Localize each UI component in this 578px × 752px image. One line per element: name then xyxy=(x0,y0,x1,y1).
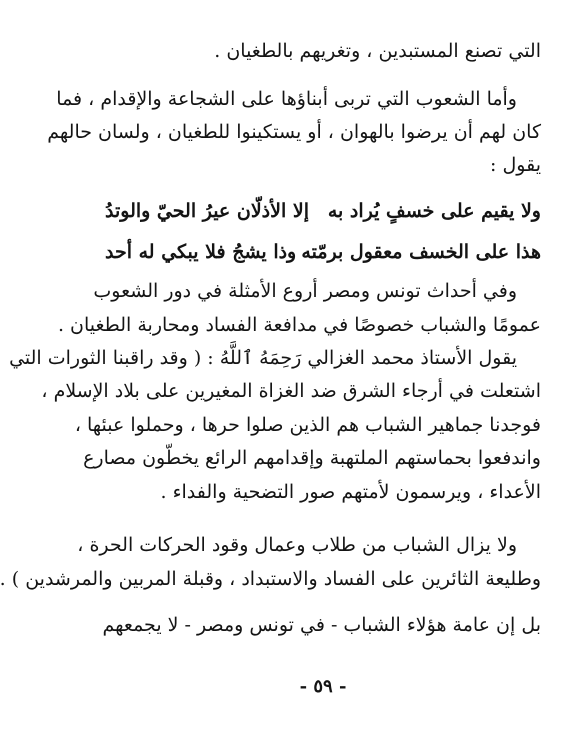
text-line-14: بل إن عامة هؤلاء الشباب - في تونس ومصر - لا يجمعهم xyxy=(102,614,541,636)
poem-verse-1-right: ولا يقيم على خسفٍ يُراد به xyxy=(327,200,541,222)
text-line-3: كان لهم أن يرضوا بالهوان ، أو يستكينوا للطغيان ، ولسان حالهم xyxy=(47,121,541,143)
text-line-7: يقول الأستاذ محمد الغزالي رَحِمَهُ ٱللَّهُ : ( وقد راقبنا الثورات التي xyxy=(9,347,517,369)
poem-verse-2-left: وذا يشجُ فلا يبكي له أحد xyxy=(105,241,297,263)
text-line-8: اشتعلت في أرجاء الشرق ضد الغزاة المغيرين على بلاد الإسلام ، xyxy=(41,380,541,402)
text-line-11: الأعداء ، ويرسمون لأمتهم صور التضحية والفداء . xyxy=(160,481,541,503)
text-line-2: وأما الشعوب التي تربى أبناؤها على الشجاعة والإقدام ، فما xyxy=(56,88,517,110)
text-line-12: ولا يزال الشباب من طلاب وعمال وقود الحركات الحرة ، xyxy=(77,534,517,556)
text-line-4: يقول : xyxy=(490,154,541,176)
text-line-1: التي تصنع المستبدين ، وتغريهم بالطغيان . xyxy=(214,40,541,62)
page-number: - ٥٩ - xyxy=(299,676,347,697)
text-line-9: فوجدنا جماهير الشباب هم الذين صلوا حرها ، وحملوا عبئها ، xyxy=(74,414,541,436)
poem-verse-1-left: إلا الأذلّان عيرُ الحيّ والوتدُ xyxy=(105,200,309,222)
text-line-10: واندفعوا بحماستهم الملتهبة وإقدامهم الرائع يخطّون مصارع xyxy=(83,447,541,469)
poem-verse-2-right: هذا على الخسف معقول برمّته xyxy=(301,241,541,263)
text-line-6: عمومًا والشباب خصوصًا في مدافعة الفساد ومحاربة الطغيان . xyxy=(57,314,541,336)
text-line-13: وطليعة الثائرين على الفساد والاستبداد ، وقبلة المربين والمرشدين ) . xyxy=(0,568,541,590)
text-line-5: وفي أحداث تونس ومصر أروع الأمثلة في دور الشعوب xyxy=(93,280,517,302)
